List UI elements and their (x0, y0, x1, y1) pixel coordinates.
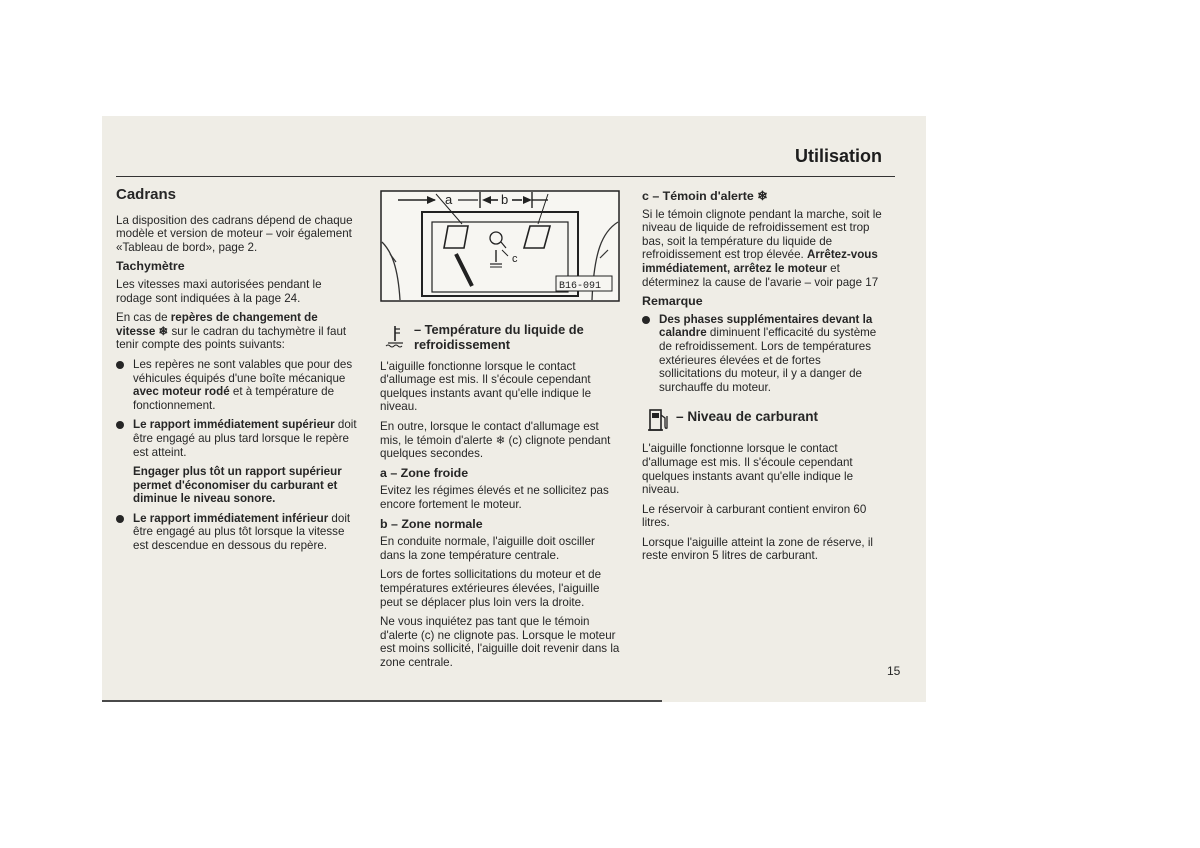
figure-code: B16-091 (559, 281, 602, 292)
fuel-heading: – Niveau de carburant (642, 406, 884, 434)
gauge-illustration (380, 190, 620, 308)
section-heading-cadrans: Cadrans (116, 186, 177, 203)
page-number: 15 (887, 664, 901, 678)
page-bottom-rule (102, 700, 662, 702)
engage-note: Engager plus tôt un rapport supérieur permet d'économiser du carburant et diminue le niveau sonore. (133, 465, 342, 506)
coolant-paragraph-3: Lors de fortes sollicitations du moteur et de températures extérieures élevées, l'aiguille peut se déplacer plus loin vers la droite. (380, 568, 602, 609)
bullet-item: Les repères ne sont valables que pour des véhicules équipés d'une boîte mécanique avec moteur rodé et à température de fonctionnement. (116, 358, 358, 412)
zone-a-text: Evitez les régimes élevés et ne sollicitez pas encore fortement le moteur. (380, 484, 609, 511)
zone-b-heading: b – Zone normale (380, 516, 483, 531)
bullet-dot-icon (116, 421, 124, 429)
tacho-paragraph-2: En cas de repères de changement de vitesse ❄ sur le cadran du tachymètre il faut tenir compte des points suivants: (116, 311, 347, 352)
bullet-dot-icon (642, 316, 650, 324)
fuel-paragraph-1: L'aiguille fonctionne lorsque le contact d'allumage est mis. Il s'écoule cependant quelques instants avant qu'elle indique le niveau. (642, 442, 854, 497)
label-c: c (512, 253, 518, 265)
column-cadrans (116, 188, 358, 559)
zone-a-heading: a – Zone froide (380, 465, 469, 480)
bullet-item: Des phases supplémentaires devant la calandre diminuent l'efficacité du système de refroidissement. Lors de températures extérieures élevées et de fortes sollicitations du moteur, il y a danger de surchauffe du moteur. (642, 313, 884, 395)
bullet-dot-icon (116, 361, 124, 369)
coolant-paragraph-2: En outre, lorsque le contact d'allumage est mis, le témoin d'alerte ❄ (c) clignote pendant quelques secondes. (380, 419, 611, 461)
tacho-paragraph-1: Les vitesses maxi autorisées pendant le rodage sont indiquées à la page 24. (116, 277, 322, 305)
fuel-paragraph-2: Le réservoir à carburant contient environ 60 litres. (642, 502, 867, 530)
bullet-item: Le rapport immédiatement supérieur doit être engagé au plus tard lorsque le repère est atteint. (116, 418, 358, 459)
label-b: b (501, 192, 509, 207)
fuel-pump-icon (642, 406, 676, 434)
intro-paragraph: La disposition des cadrans dépend de chaque modèle et version de moteur – voir également «Tableau de bord», page 2. (116, 213, 353, 254)
fuel-paragraph-3: Lorsque l'aiguille atteint la zone de réserve, il reste environ 5 litres de carburant. (642, 535, 874, 563)
bullet-item: Le rapport immédiatement inférieur doit être engagé au plus tôt lorsque la vitesse est descendue en dessous du repère. (116, 512, 358, 553)
bullet-dot-icon (116, 515, 124, 523)
warning-light-text: Si le témoin clignote pendant la marche, soit le niveau de liquide de refroidissement est trop bas, soit la température du liquide de refroidissement est trop élevée. Arrêtez-vous immédiatement, arrêtez le moteur et déterminez la cause de l'avarie – voir page 17 (642, 207, 882, 289)
zone-b-text: En conduite normale, l'aiguille doit osciller dans la zone température centrale. (380, 535, 595, 562)
coolant-temperature-icon (380, 322, 414, 350)
page-header-title: Utilisation (794, 146, 882, 166)
column-temperature (380, 190, 622, 675)
column-warning-fuel (642, 190, 884, 569)
subheading-tachymetre: Tachymètre (116, 259, 185, 274)
header-rule (116, 176, 895, 177)
remark-heading: Remarque (642, 294, 703, 309)
coolant-paragraph-4: Ne vous inquiétez pas tant que le témoin d'alerte (c) ne clignote pas. Lorsque le moteur est moins sollicité, l'aiguille doit revenir dans la zone centrale. (380, 615, 620, 669)
label-a: a (445, 192, 453, 207)
coolant-heading: – Température du liquide de refroidissement (380, 322, 622, 352)
coolant-paragraph-1: L'aiguille fonctionne lorsque le contact d'allumage est mis. Il s'écoule cependant quelques instants avant qu'elle indique le niveau. (380, 359, 592, 414)
warning-light-heading: c – Témoin d'alerte ❄ (642, 189, 768, 203)
